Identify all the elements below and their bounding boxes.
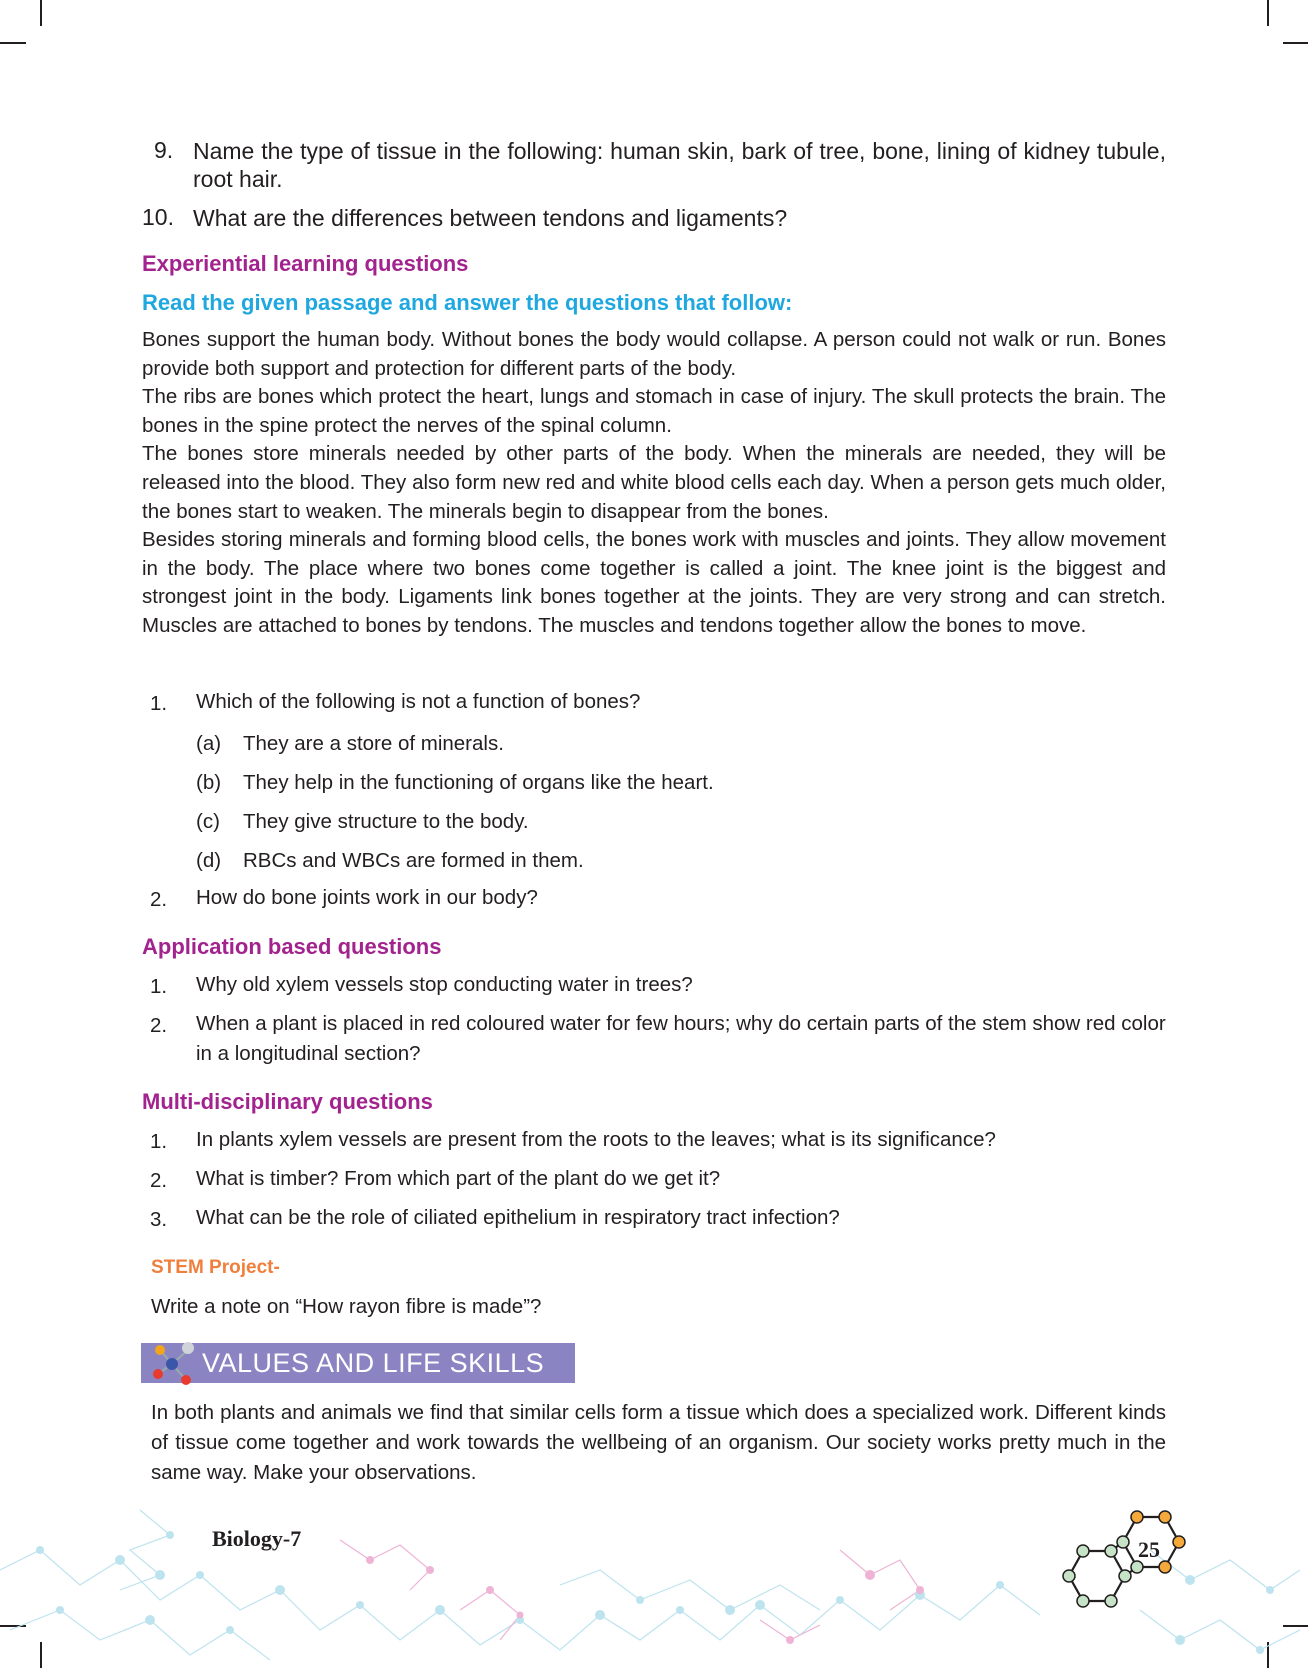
question-number: 2. xyxy=(150,1014,168,1037)
hexagon-page-badge xyxy=(1055,1505,1195,1620)
passage xyxy=(142,326,1166,641)
option-letter: (d) xyxy=(196,849,222,872)
question-text: What is timber? From which part of the plant do we get it? xyxy=(196,1167,721,1190)
molecule-icon xyxy=(150,1336,200,1388)
question-number: 1. xyxy=(150,692,168,715)
option-letter: (a) xyxy=(196,732,222,755)
crop-mark xyxy=(0,42,26,44)
question-text: What can be the role of ciliated epithelium in respiratory tract infection? xyxy=(196,1206,840,1229)
book-title: Biology-7 xyxy=(212,1526,302,1551)
question-text: Name the type of tissue in the following: human skin, bark of tree, bone, lining of kidney tubule, root hair. xyxy=(193,138,1166,192)
question-number: 3. xyxy=(150,1208,168,1231)
question-number: 10. xyxy=(142,204,174,230)
stem-project-text: Write a note on “How rayon fibre is made”? xyxy=(151,1295,542,1318)
section-heading-experiential: Experiential learning questions xyxy=(142,251,469,276)
question-number: 2. xyxy=(150,888,168,911)
question-text: How do bone joints work in our body? xyxy=(196,886,538,909)
question-text: Which of the following is not a function of bones? xyxy=(196,690,641,713)
passage-paragraph: Bones support the human body. Without bones the body would collapse. A person could not walk or run. Bones provide both support and protection for different parts of the body. xyxy=(142,328,1166,380)
question-number: 1. xyxy=(150,1130,168,1153)
crop-mark xyxy=(1283,42,1308,44)
question-number: 1. xyxy=(150,975,168,998)
option-text: They give structure to the body. xyxy=(243,810,529,833)
section-heading-application: Application based questions xyxy=(142,934,442,959)
passage-paragraph: Besides storing minerals and forming blood cells, the bones work with muscles and joints. They allow movement in the body. The place where two bones come together is called a joint. The knee joint is the biggest and strongest joint in the body. Ligaments link bones together at the joints. They are very strong and can stretch. Muscles are attached to bones by tendons. The muscles and tendons together allow the bones to move. xyxy=(142,528,1166,637)
option-text: They are a store of minerals. xyxy=(243,732,504,755)
option-letter: (c) xyxy=(196,810,220,833)
question-number: 2. xyxy=(150,1169,168,1192)
passage-paragraph: The bones store minerals needed by other parts of the body. When the minerals are needed, they will be released into the blood. They also form new red and white blood cells each day. When a person gets much older, the bones start to weaken. The minerals begin to disappear from the bones. xyxy=(142,442,1166,523)
question-text: Why old xylem vessels stop conducting water in trees? xyxy=(196,973,693,996)
values-heading: VALUES AND LIFE SKILLS xyxy=(202,1348,545,1378)
crop-mark xyxy=(40,0,42,26)
question-text: When a plant is placed in red coloured water for few hours; why do certain parts of the stem show red color in a longitudinal section? xyxy=(196,1012,1166,1065)
question-number: 9. xyxy=(154,137,174,163)
option-letter: (b) xyxy=(196,771,222,794)
section-heading-multidisciplinary: Multi-disciplinary questions xyxy=(142,1089,433,1114)
passage-paragraph: The ribs are bones which protect the heart, lungs and stomach in case of injury. The skull protects the brain. The bones in the spine protect the nerves of the spinal column. xyxy=(142,385,1166,437)
stem-project-heading: STEM Project- xyxy=(151,1257,280,1278)
values-paragraph: In both plants and animals we find that similar cells form a tissue which does a specialized work. Different kinds of tissue come together and work towards the wellbeing of an organism. Our society works pretty much in the same way. Make your observations. xyxy=(151,1401,1166,1484)
option-text: They help in the functioning of organs like the heart. xyxy=(243,771,714,794)
page-number: 25 xyxy=(1138,1537,1160,1562)
option-text: RBCs and WBCs are formed in them. xyxy=(243,849,584,872)
question-text: In plants xylem vessels are present from the roots to the leaves; what is its significance? xyxy=(196,1128,996,1151)
passage-instruction: Read the given passage and answer the questions that follow: xyxy=(142,290,793,315)
question-text: What are the differences between tendons and ligaments? xyxy=(193,205,788,231)
crop-mark xyxy=(1267,0,1269,26)
